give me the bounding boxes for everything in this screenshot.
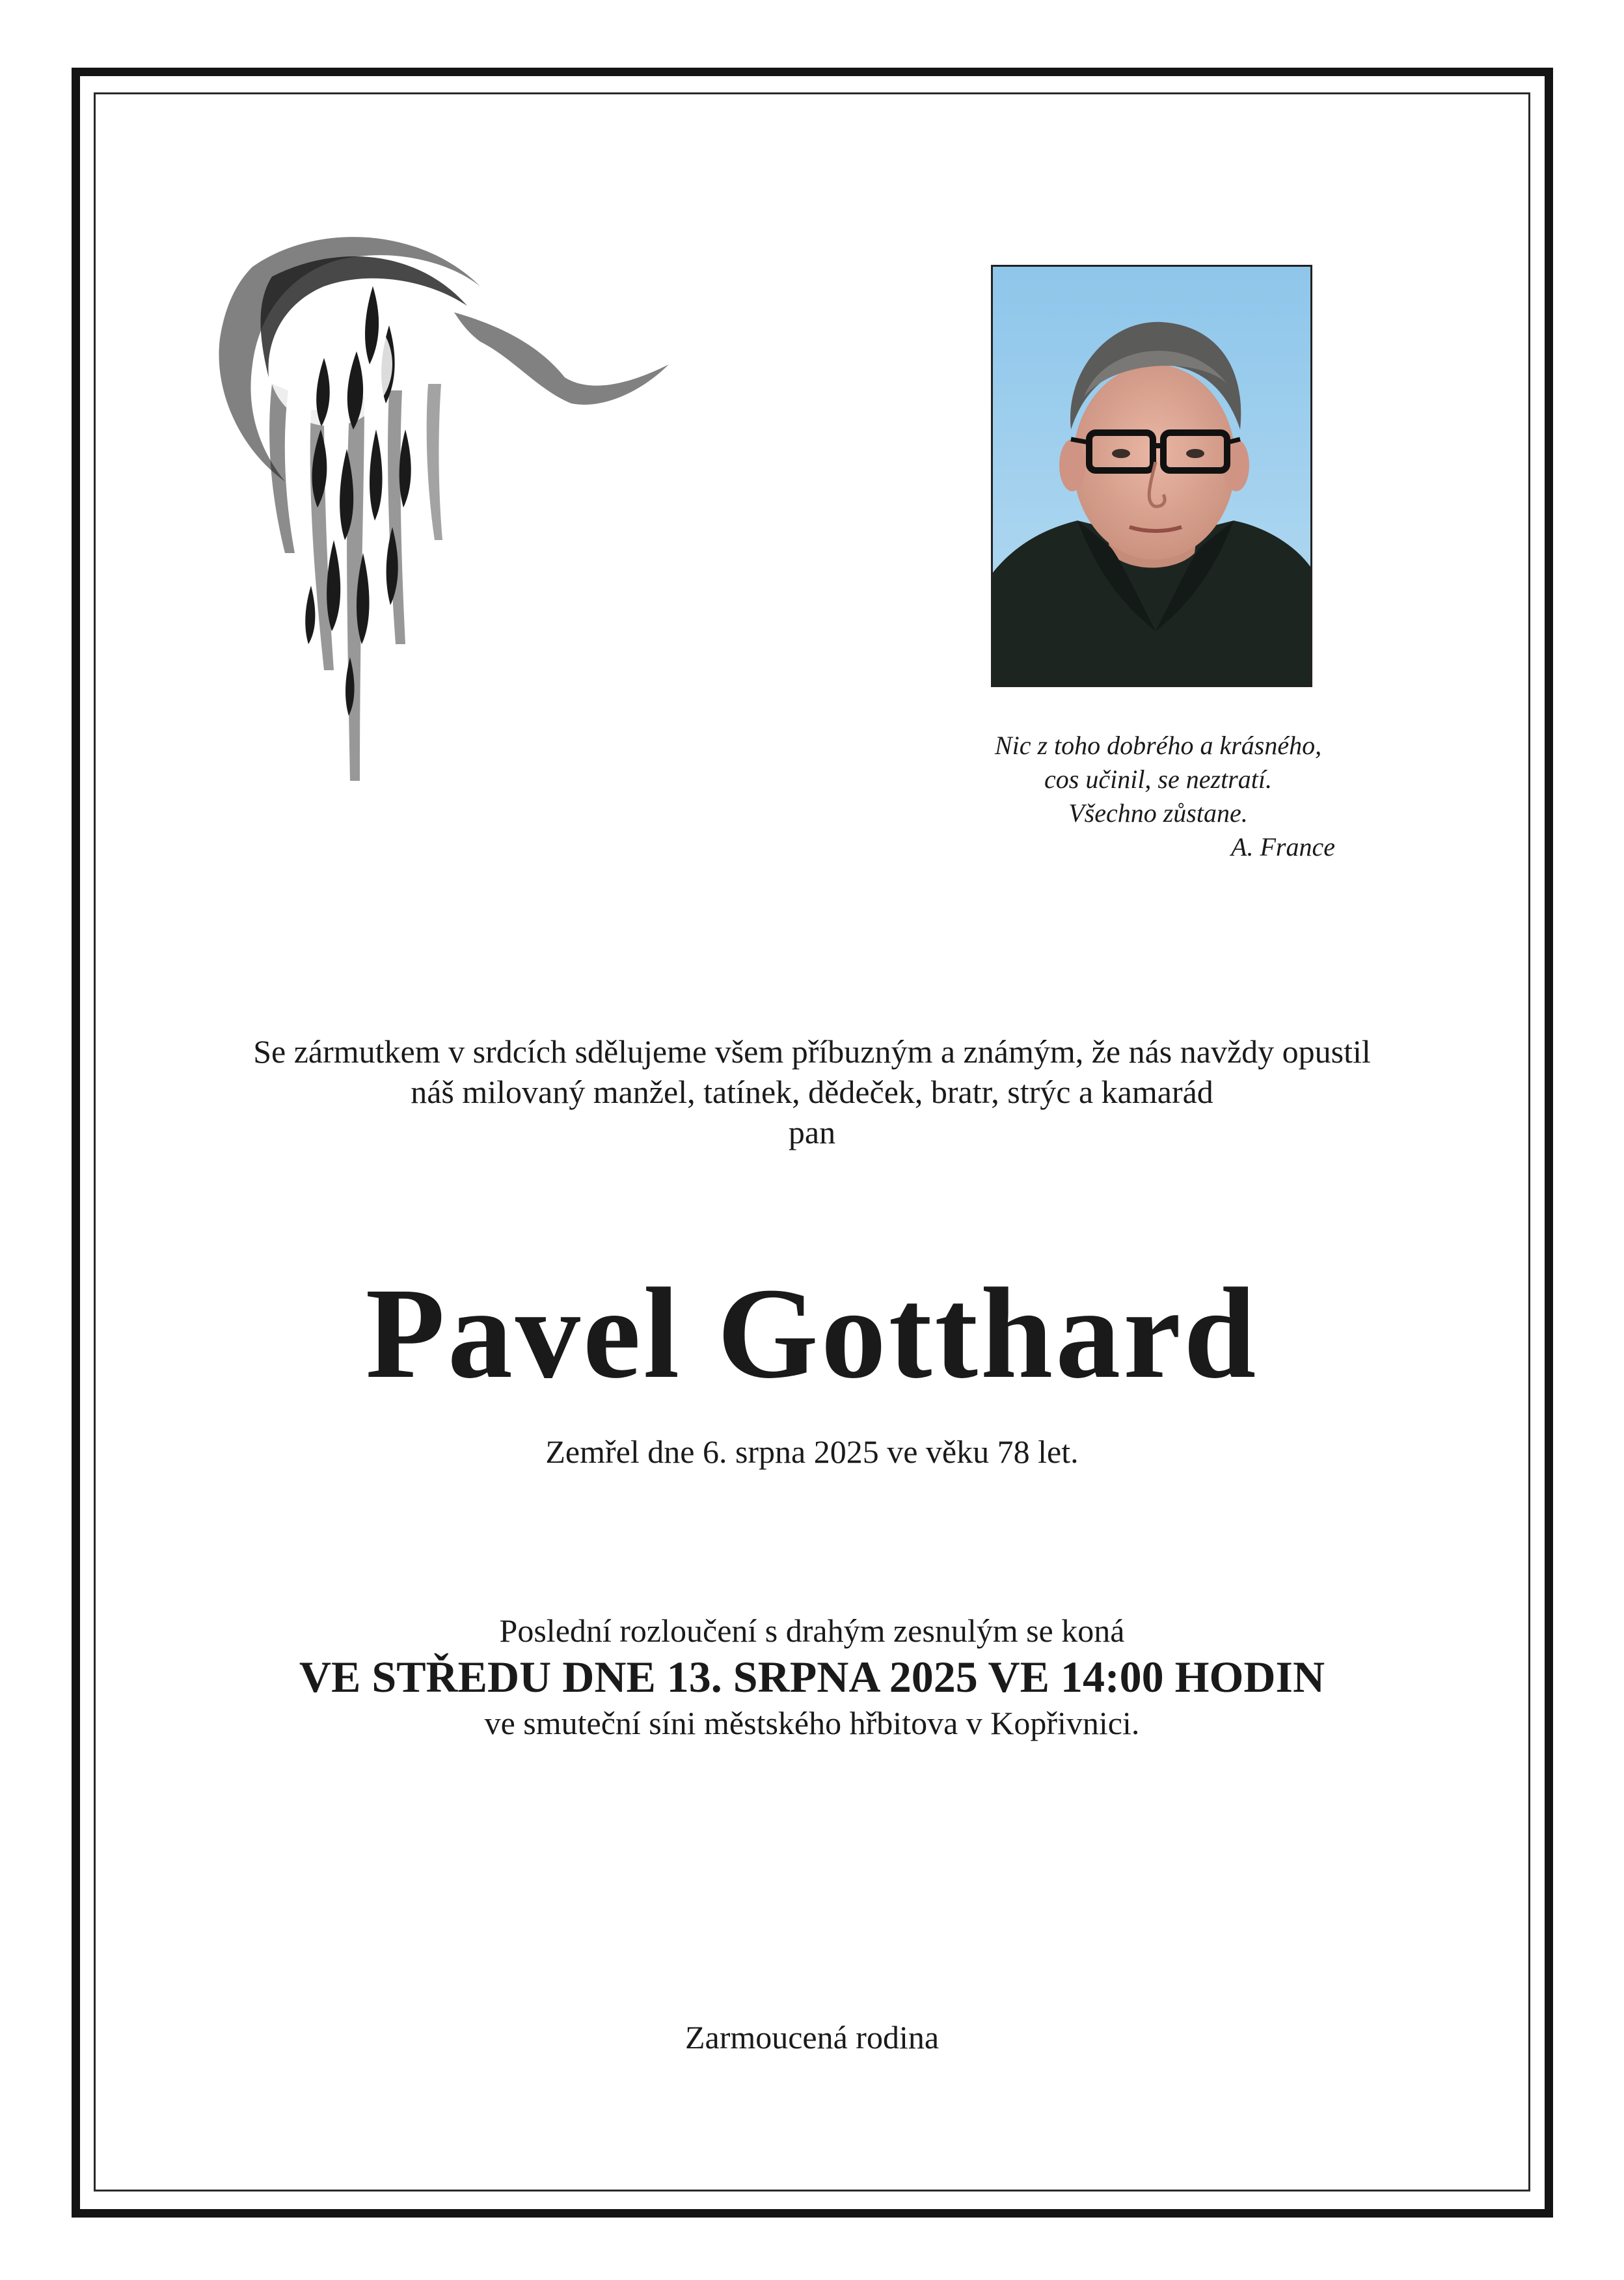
farewell-line: Poslední rozloučení s drahým zesnulým se koná [499,1612,1125,1649]
quote-line: Všechno zůstane. [1068,798,1248,828]
candle-ornament-icon [174,215,682,787]
quote-line: cos učinil, se neztratí. [1044,765,1272,794]
deceased-name: Pavel Gotthard [365,1262,1259,1405]
announcement-line: Se zármutkem v srdcích sdělujeme všem příbuzným a známým, že nás navždy opustil [253,1033,1371,1070]
quote-line: Nic z toho dobrého a krásného, [994,731,1322,760]
memorial-quote [898,729,1418,864]
farewell-date: VE STŘEDU DNE 13. SRPNA 2025 VE 14:00 HODIN [299,1652,1325,1702]
death-info: Zemřel dne 6. srpna 2025 ve věku 78 let. [545,1433,1079,1470]
announcement-text [130,1031,1494,1152]
announcement-line: náš milovaný manžel, tatínek, dědeček, bratr, strýc a kamarád [411,1074,1213,1110]
signature: Zarmoucená rodina [684,2019,940,2056]
farewell-location: ve smuteční síni městského hřbitova v Kopřivnici. [484,1705,1140,1741]
portrait-photo [991,265,1312,687]
announcement-line: pan [788,1114,836,1150]
farewell-info [130,1610,1494,1743]
quote-author: A. France [1231,832,1335,862]
